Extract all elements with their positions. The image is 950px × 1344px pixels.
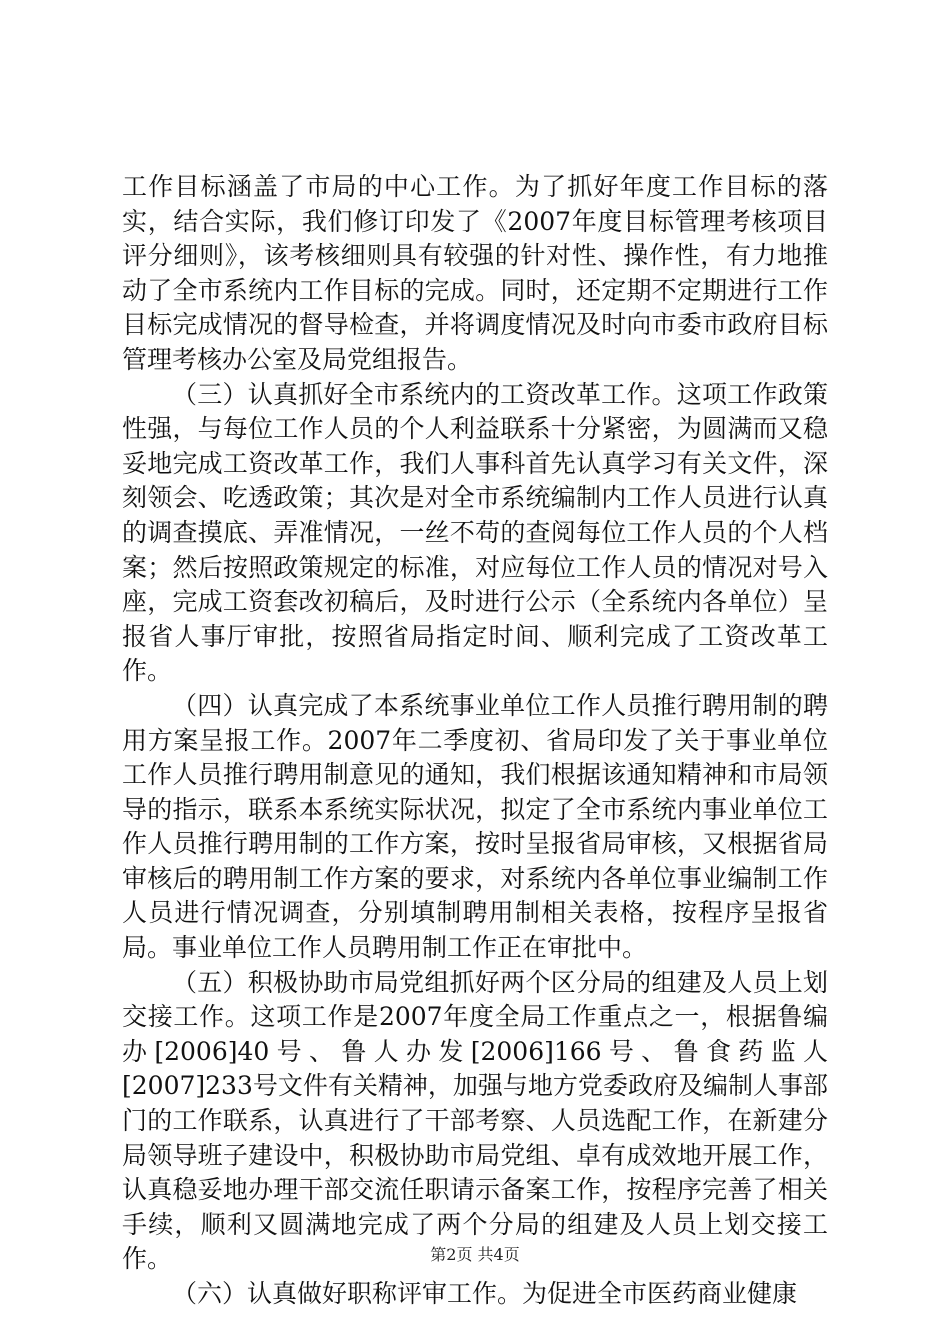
paragraph-5: （六）认真做好职称评审工作。为促进全市医药商业健康 xyxy=(172,1279,798,1308)
paragraph-2: （三）认真抓好全市系统内的工资改革工作。这项工作政策性强，与每位工作人员的个人利益联系十分紧密，为圆满而又稳妥地完成工资改革工作，我们人事科首先认真学习有关文件，深刻领会、吃透政策；其次是对全市系统编制内工作人员进行认真的调查摸底、弄准情况，一丝不苟的查阅每位工作人员的个人档案；然后按照政策规定的标准，对应每位工作人员的情况对号入座，完成工资套改初稿后，及时进行公示（全系统内各单位）呈报省人事厅审批，按照省局指定时间、顺利完成了工资改革工作。 xyxy=(122,379,828,686)
document-body xyxy=(122,170,828,1312)
paragraph-1: 工作目标涵盖了市局的中心工作。为了抓好年度工作目标的落实，结合实际，我们修订印发了《2007年度目标管理考核项目评分细则》，该考核细则具有较强的针对性、操作性，有力地推动了全市系统内工作目标的完成。同时，还定期不定期进行工作目标完成情况的督导检查，并将调度情况及时向市委市政府目标管理考核办公室及局党组报告。 xyxy=(122,172,828,374)
page-footer: 第2页 共4页 xyxy=(430,1245,520,1264)
paragraph-3: （四）认真完成了本系统事业单位工作人员推行聘用制的聘用方案呈报工作。2007年二季度初、省局印发了关于事业单位工作人员推行聘用制意见的通知，我们根据该通知精神和市局领导的指示，联系本系统实际状况，拟定了全市系统内事业单位工作人员推行聘用制的工作方案，按时呈报省局审核，又根据省局审核后的聘用制工作方案的要求，对系统内各单位事业编制工作人员进行情况调查，分别填制聘用制相关表格，按程序呈报省局。事业单位工作人员聘用制工作正在审批中。 xyxy=(122,690,828,963)
paragraph-4: （五）积极协助市局党组抓好两个区分局的组建及人员上划交接工作。这项工作是2007年度全局工作重点之一，根据鲁编办[2006]40号、鲁人办发[2006]166号、鲁食药监人[2007]233号文件有关精神，加强与地方党委政府及编制人事部门的工作联系，认真进行了干部考察、人员选配工作，在新建分局领导班子建设中，积极协助市局党组、卓有成效地开展工作，认真稳妥地办理干部交流任职请示备案工作，按程序完善了相关手续，顺利又圆满地完成了两个分局的组建及人员上划交接工作。 xyxy=(122,967,828,1274)
